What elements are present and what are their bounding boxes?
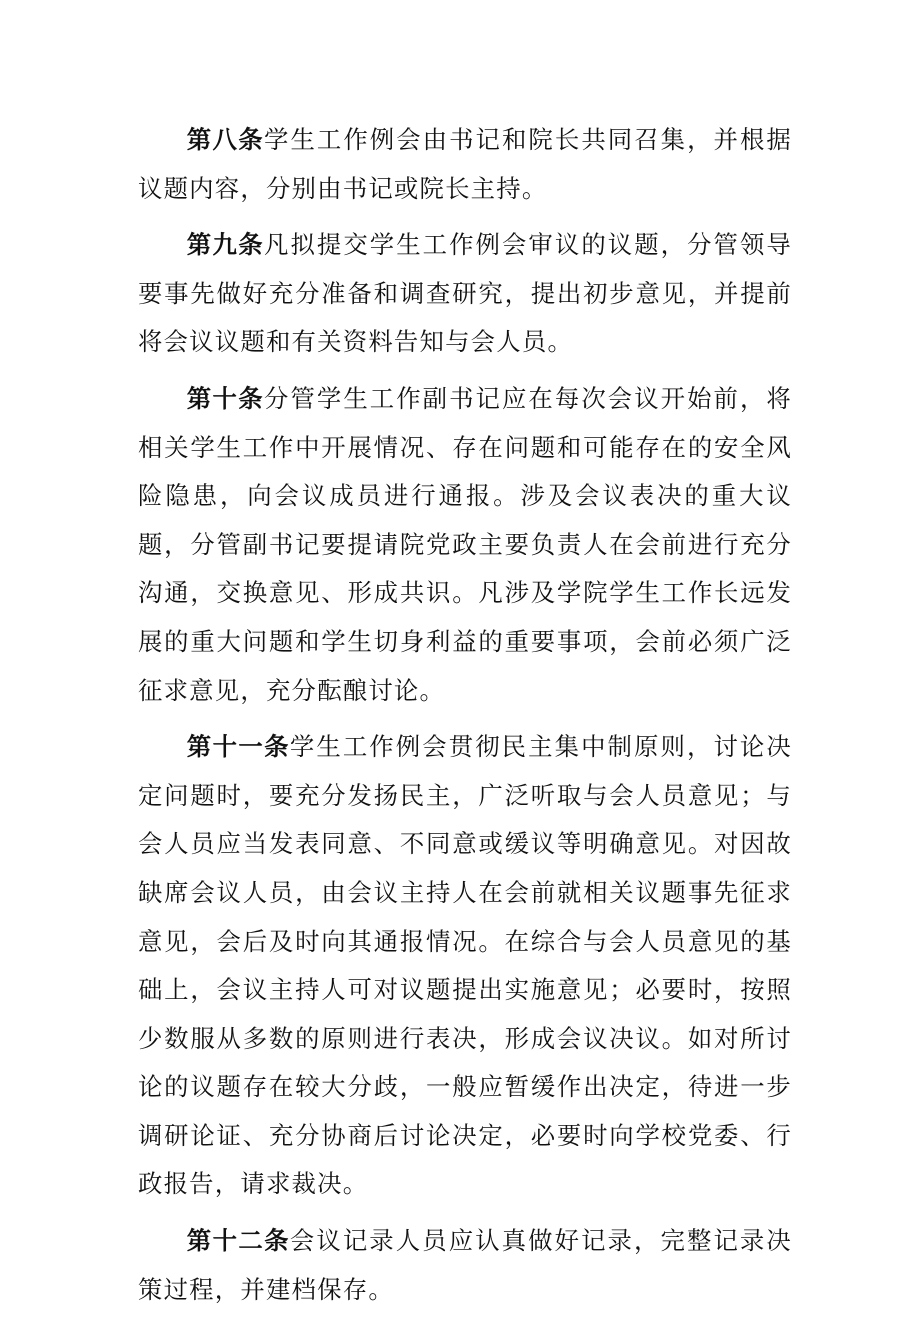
article-10 — [138, 375, 792, 715]
article-11 — [138, 723, 792, 1209]
article-label: 第九条 — [186, 230, 265, 260]
article-text: 学生工作例会由书记和院长共同召集，并根据议题内容，分别由书记或院长主持。 — [138, 125, 792, 203]
article-label: 第八条 — [186, 125, 265, 154]
article-label: 第十二条 — [186, 1226, 290, 1256]
article-text: 学生工作例会贯彻民主集中制原则，讨论决定问题时，要充分发扬民主，广泛听取与会人员意见；与会人员应当发表同意、不同意或缓议等明确意见。对因故缺席会议人员，由会议主持人在会前就相关议题事先征求意见，会后及时向其通报情况。在综合与会人员意见的基础上，会议主持人可对议题提出实施意见；必要时，按照少数服从多数的原则进行表决，形成会议决议。如对所讨论的议题存在较大分歧，一般应暂缓作出决定，待进一步调研论证、充分协商后讨论决定，必要时向学校党委、行政报告，请求裁决。 — [138, 732, 792, 1199]
article-text: 分管学生工作副书记应在每次会议开始前，将相关学生工作中开展情况、存在问题和可能存在的安全风险隐患，向会议成员进行通报。涉及会议表决的重大议题，分管副书记要提请院党政主要负责人在会前进行充分沟通，交换意见、形成共识。凡涉及学院学生工作长远发展的重大问题和学生切身利益的重要事项，会前必须广泛征求意见，充分酝酿讨论。 — [138, 383, 792, 705]
article-12 — [138, 1217, 792, 1314]
article-8 — [138, 116, 792, 213]
document-body — [138, 116, 792, 1322]
article-label: 第十一条 — [186, 732, 290, 762]
article-text: 凡拟提交学生工作例会审议的议题，分管领导要事先做好充分准备和调查研究，提出初步意见，并提前将会议议题和有关资料告知与会人员。 — [138, 230, 792, 357]
article-text: 会议记录人员应认真做好记录，完整记录决策过程，并建档保存。 — [138, 1226, 792, 1304]
article-9 — [138, 221, 792, 367]
article-label: 第十条 — [186, 383, 265, 413]
